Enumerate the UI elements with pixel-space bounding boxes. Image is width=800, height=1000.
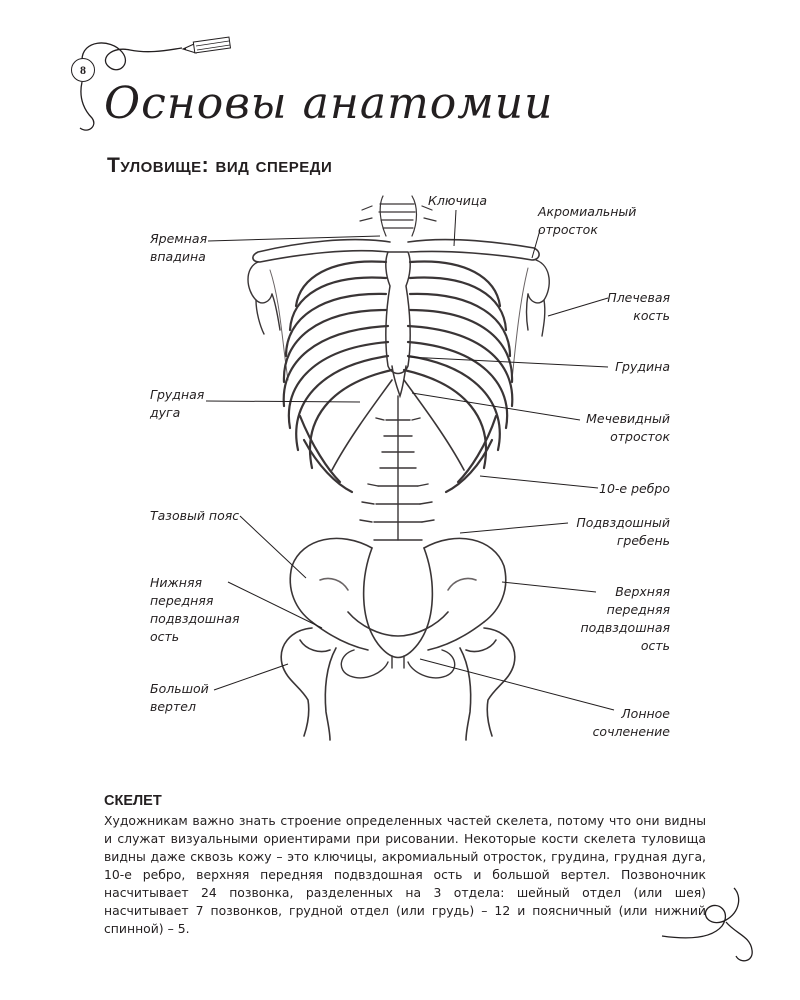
label-pelvic-girdle: Тазовый пояс <box>150 508 240 523</box>
label-humerus: Плечевая кость <box>607 290 670 323</box>
femurs <box>281 628 515 740</box>
label-thoracic-arch: Грудная дуга <box>150 387 205 420</box>
sternum <box>386 252 410 396</box>
skeleton-heading: СКЕЛЕТ <box>104 793 162 809</box>
cervical-spine <box>360 196 436 236</box>
ribs-right <box>404 261 512 492</box>
label-anterior-superior-spine: Верхняя передняя подвздошная ость <box>580 584 670 653</box>
skeleton-illustration <box>248 196 549 740</box>
section-title: Туловище: вид спереди <box>107 154 333 177</box>
label-pubic-symphysis: Лонное сочленение <box>592 706 670 739</box>
label-clavicle: Ключица <box>428 193 488 208</box>
pelvis <box>290 538 506 657</box>
clavicles <box>253 240 539 262</box>
label-acromion: Акромиальный отросток <box>538 204 637 237</box>
chapter-title: Основы анатомии <box>104 78 554 129</box>
pencil-icon <box>183 37 230 53</box>
label-iliac-crest: Подвздошный гребень <box>576 515 670 548</box>
shoulders <box>248 260 549 336</box>
label-rib-10: 10-е ребро <box>599 481 670 496</box>
skeleton-paragraph: Художникам важно знать строение определенных частей скелета, потому что они видны и служат визуальными ориентирами при рисовании. Некоторые кости скелета туловища видны даже сквозь кожу – это ключицы, акромиальный отросток, грудина, грудная дуга, 10-е ребро, верхняя передняя подвздошная ость и большой вертел. Позвоночник насчитывает 24 позвонка, разделенных на 3 отдела: шейный отдел (или шея) насчитывает 7 позвонков, грудной отдел (или грудь) – 12 и поясничный (или нижний спинной) – 5. <box>104 813 706 936</box>
label-anterior-inferior-spine: Нижняя передняя подвздошная ость <box>150 575 240 644</box>
label-xiphoid: Мечевидный отросток <box>586 411 670 444</box>
label-jugular-notch: Яремная впадина <box>150 231 208 264</box>
lumbar-spine <box>360 396 434 540</box>
label-greater-trochanter: Большой вертел <box>150 681 209 714</box>
ribs-left <box>284 261 392 492</box>
label-sternum: Грудина <box>615 359 670 374</box>
page-number: 8 <box>71 58 95 82</box>
